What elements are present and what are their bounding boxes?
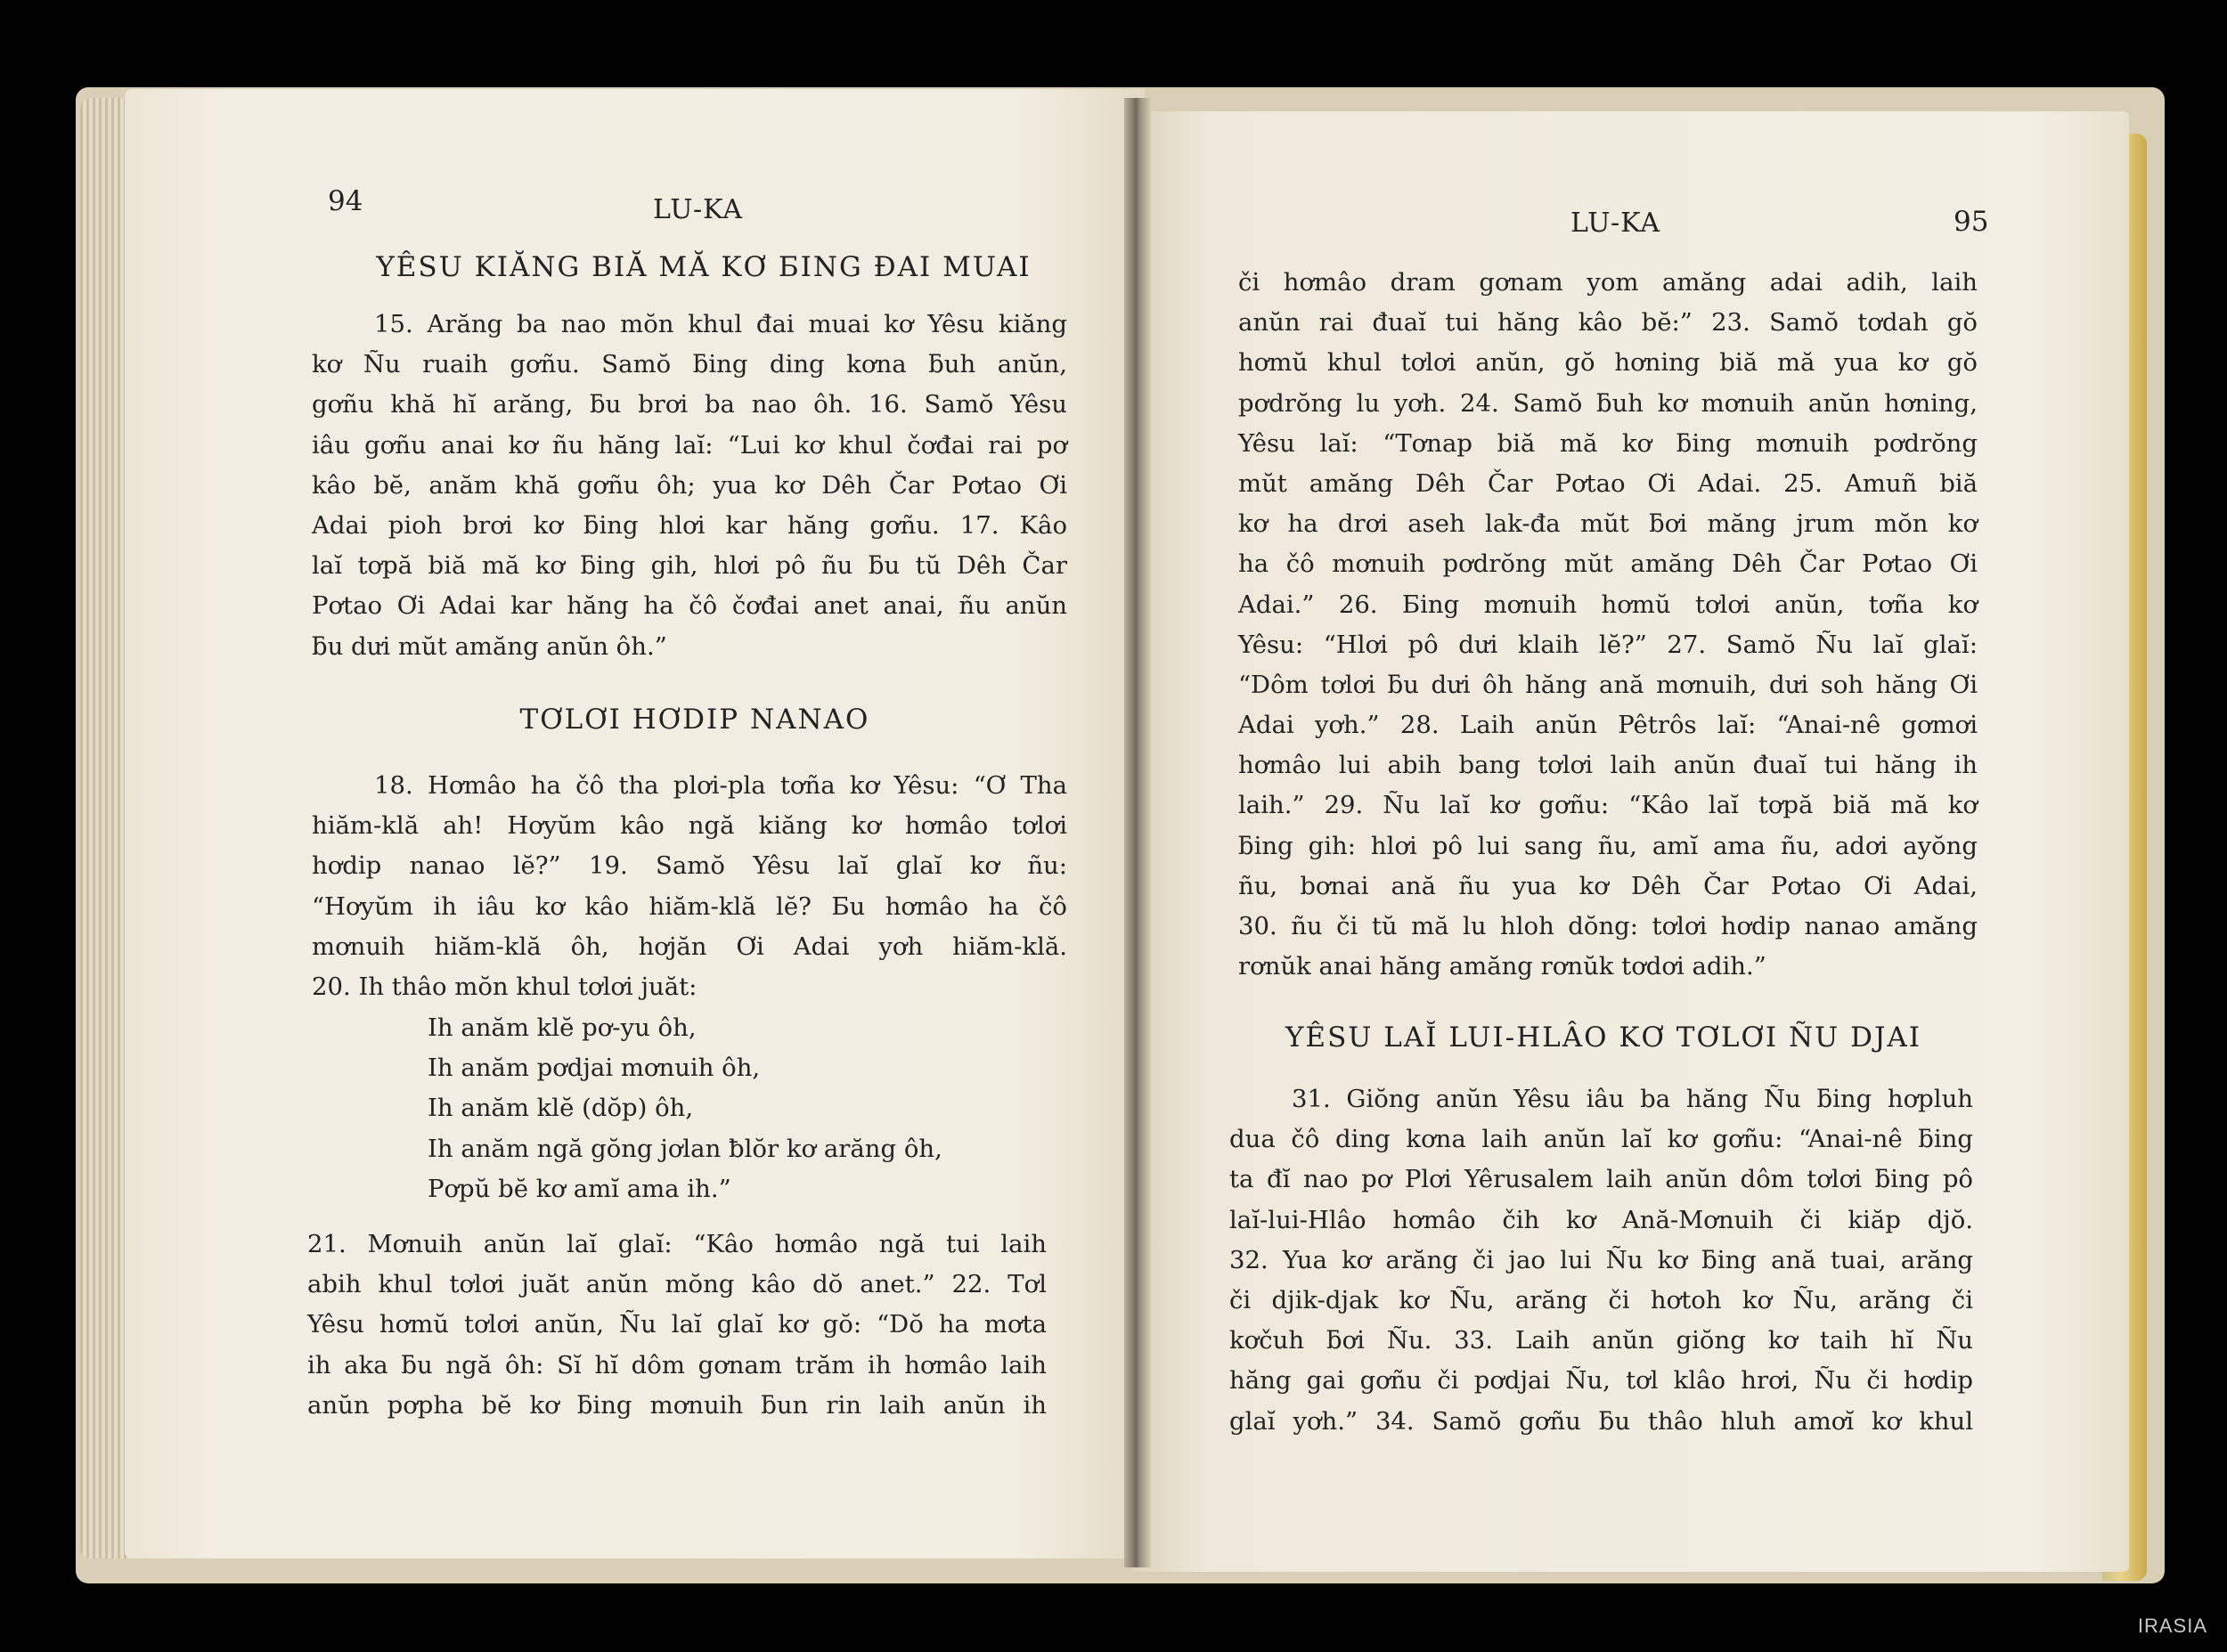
text-line: 32. Yua kơ arăng či jao lui Ñu kơ ƃing ană tuai, arăng: [1229, 1245, 1973, 1274]
text-line: hơmâo lui abih bang tơlơi laih anŭn đuaĭ tui hăng ih: [1238, 751, 1978, 780]
text-line: hiăm-klă ah! Hơyŭm kâo ngă kiăng kơ hơmâo tơlơi: [312, 811, 1067, 841]
text-line: Adai.” 26. Ƃing mơnuih hơmŭ tơlơi anŭn, tơña kơ: [1238, 590, 1978, 619]
text-line: Yêsu: “Hlơi pô dưi klaih lĕ?” 27. Samŏ Ñu laĭ glaĭ:: [1238, 630, 1978, 659]
text-line: kâo bĕ, anăm khă gơñu ôh; yua kơ Dêh Čar Pơtao Ơi: [312, 470, 1067, 500]
text-line: abih khul tơlơi juăt anŭn mŏng kâo dŏ anet.” 22. Tơl: [307, 1270, 1047, 1299]
left-section-2-title: TƠLƠI HƠDIP NANAO: [519, 704, 870, 736]
text-line: hăng gai gơñu či pơdjai Ñu, tơl klâo hrơi, Ñu či hơdip: [1229, 1366, 1973, 1396]
left-section-1-title: YÊSU KIĂNG BIĂ MĂ KƠ ƂING ĐAI MUAI: [376, 251, 1032, 283]
text-line: 31. Giŏng anŭn Yêsu iâu ba hăng Ñu ƃing hơpluh: [1292, 1085, 1973, 1113]
book-gutter: [1124, 98, 1151, 1567]
text-line: ta đĭ nao pơ Plơi Yêrusalem laih anŭn dôm tơlơi ƃing pô: [1229, 1165, 1973, 1194]
text-line: mơnuih hiăm-klă ôh, hơjăn Ơi Adai yơh hiăm-klă.: [312, 932, 1067, 961]
poem-line: Ih anăm klĕ pơ-yu ôh,: [428, 1013, 697, 1042]
text-line: Adai yơh.” 28. Laih anŭn Pêtrôs laĭ: “Anai-nê gơmơi: [1238, 711, 1978, 740]
text-line: 18. Hơmâo ha čô tha plơi-pla tơña kơ Yêsu: “Ơ Tha: [374, 771, 1067, 800]
text-line: anŭn rai đuaĭ tui hăng kâo bĕ:” 23. Samŏ tơdah gŏ: [1238, 308, 1978, 338]
right-paragraph-1: [1238, 263, 1978, 987]
text-line: pơdrŏng lu yơh. 24. Samŏ ƃuh kơ mơnuih anŭn hơning,: [1238, 388, 1978, 418]
text-line: ih aka ƃu ngă ôh: Sĭ hĭ dôm gơnam trăm ih hơmâo laih: [307, 1350, 1047, 1379]
text-line: ƃing gih: hlơi pô lui sang ñu, amĭ ama ñu, adơi ayŏng: [1238, 831, 1978, 860]
text-line: hơmŭ khul tơlơi anŭn, gŏ hơning biă mă yua kơ gŏ: [1238, 348, 1978, 378]
text-line: hơdip nanao lĕ?” 19. Samŏ Yêsu laĭ glaĭ kơ ñu:: [312, 851, 1067, 881]
text-line: Adai pioh brơi kơ ƃing hlơi kar hăng gơñu. 17. Kâo: [312, 510, 1067, 540]
text-line: laĭ-lui-Hlâo hơmâo čih kơ Ană-Mơnuih či kiăp djŏ.: [1229, 1205, 1973, 1234]
poem-line: Ih anăm ngă gŏng jơlan ƀlŏr kơ arăng ôh,: [428, 1134, 942, 1163]
text-line: ñu, bơnai ană ñu yua kơ Dêh Čar Pơtao Ơi Adai,: [1238, 871, 1978, 900]
text-line: 20. Ih thâo mŏn khul tơlơi juăt:: [312, 972, 697, 1001]
text-line: mŭt amăng Dêh Čar Pơtao Ơi Adai. 25. Amuñ biă: [1238, 468, 1978, 498]
left-paragraph-2: [312, 766, 1067, 1007]
left-page-number: 94: [328, 185, 363, 217]
text-line: iâu gơñu anai kơ ñu hăng laĭ: “Lui kơ khul čơđai rai pơ: [312, 430, 1067, 460]
text-line: laĭ tơpă biă mă kơ ƃing gih, hlơi pô ñu ƃu tŭ Dêh Čar: [312, 551, 1067, 581]
left-paragraph-1: [312, 305, 1067, 667]
text-line: kơ ha drơi aseh lak-đa mŭt ƃơi măng jrum mŏn kơ: [1238, 509, 1978, 539]
right-section-title: YÊSU LAĬ LUI-HLÂO KƠ TƠLƠI ÑU DJAI: [1285, 1021, 1922, 1054]
text-line: Yêsu laĭ: “Tơnap biă mă kơ ƃing mơnuih pơdrŏng: [1238, 428, 1978, 458]
poem-line: Pơpŭ bĕ kơ amĭ ama ih.”: [428, 1174, 731, 1203]
right-paragraph-2: [1229, 1079, 1973, 1442]
left-paragraph-3: [307, 1225, 1047, 1426]
text-line: či hơmâo dram gơnam yom amăng adai adih, laih: [1238, 268, 1978, 297]
text-line: kơčuh ƃơi Ñu. 33. Laih anŭn giŏng kơ taih hĭ Ñu: [1229, 1326, 1973, 1355]
poem-line: Ih anăm klĕ (dŏp) ôh,: [428, 1094, 694, 1123]
left-running-head: LU-KA: [653, 194, 744, 225]
text-line: ƃu dưi mŭt amăng anŭn ôh.”: [312, 631, 667, 661]
text-line: rơnŭk anai hăng amăng rơnŭk tơdơi adih.”: [1238, 952, 1766, 981]
text-line: 15. Arăng ba nao mŏn khul đai muai kơ Yêsu kiăng: [374, 310, 1067, 338]
poem-line: Ih anăm pơdjai mơnuih ôh,: [428, 1054, 761, 1083]
text-line: dua čô ding kơna laih anŭn laĭ kơ gơñu: “Anai-nê ƃing: [1229, 1125, 1973, 1154]
text-line: “Dôm tơlơi ƃu dưi ôh hăng ană mơnuih, dưi soh hăng Ơi: [1238, 670, 1978, 699]
text-line: glaĭ yơh.” 34. Samŏ gơñu ƃu thâo hluh amơĭ kơ khul: [1229, 1406, 1973, 1436]
text-line: ha čô mơnuih pơdrŏng mŭt amăng Dêh Čar Pơtao Ơi: [1238, 549, 1978, 579]
text-line: Pơtao Ơi Adai kar hăng ha čô čơđai anet anai, ñu anŭn: [312, 591, 1067, 621]
text-line: 30. ñu či tŭ mă lu hloh dŏng: tơlơi hơdip nanao amăng: [1238, 912, 1978, 940]
text-line: 21. Mơnuih anŭn laĭ glaĭ: “Kâo hơmâo ngă tui laih: [307, 1230, 1047, 1258]
watermark: IRASIA: [2137, 1615, 2207, 1637]
left-poem: [428, 1008, 1051, 1209]
text-line: Yêsu hơmŭ tơlơi anŭn, Ñu laĭ glaĭ kơ gŏ: “Dŏ ha mơta: [307, 1310, 1047, 1339]
text-line: či djik-djak kơ Ñu, arăng či hơtoh kơ Ñu, arăng či: [1229, 1285, 1973, 1314]
text-line: gơñu khă hĭ arăng, ƃu brơi ba nao ôh. 16. Samŏ Yêsu: [312, 390, 1067, 419]
text-line: kơ Ñu ruaih gơñu. Samŏ ƃing ding kơna ƃuh anŭn,: [312, 350, 1067, 379]
right-page-number: 95: [1954, 206, 1989, 238]
right-running-head: LU-KA: [1570, 208, 1661, 239]
text-line: anŭn pơpha bĕ kơ ƃing mơnuih ƃun rin laih anŭn ih: [307, 1390, 1047, 1420]
text-line: “Hơyŭm ih iâu kơ kâo hiăm-klă lĕ? Ƃu hơmâo ha čô: [312, 891, 1067, 921]
text-line: laih.” 29. Ñu laĭ kơ gơñu: “Kâo laĭ tơpă biă mă kơ: [1238, 791, 1978, 820]
